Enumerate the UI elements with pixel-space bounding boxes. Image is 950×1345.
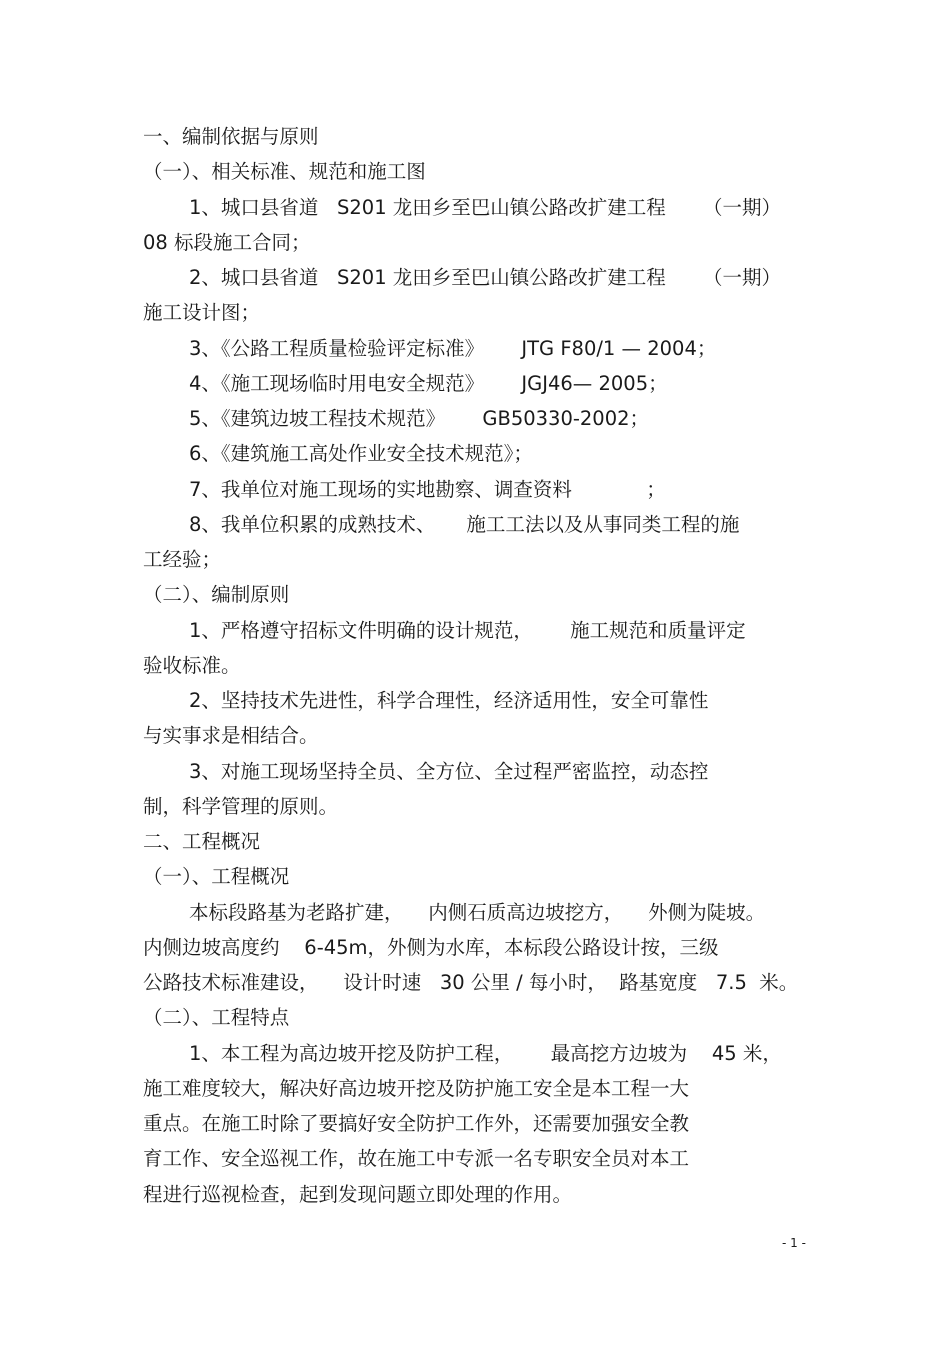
subsection-heading: （二）、工程特点 <box>143 1006 290 1029</box>
section-heading: 一、编制依据与原则 <box>143 125 319 148</box>
paragraph-line: 重点。在施工时除了要搞好安全防护工作外，还需要加强安全教 <box>143 1112 690 1135</box>
paragraph-line: 1、城口县省道 S201 龙田乡至巴山镇公路改扩建工程 （一期） <box>189 196 781 219</box>
subsection-heading: （一）、工程概况 <box>143 865 290 888</box>
paragraph-line: 1、本工程为高边坡开挖及防护工程， 最高挖方边坡为 45 米， <box>189 1042 782 1065</box>
paragraph-line: 2、坚持技术先进性，科学合理性，经济适用性，安全可靠性 <box>189 689 709 712</box>
subsection-heading: （一）、相关标准、规范和施工图 <box>143 160 426 183</box>
paragraph-line: 公路技术标准建设， 设计时速 30 公里 / 每小时， 路基宽度 7.5 米。 <box>143 971 799 994</box>
paragraph-line: 08 标段施工合同； <box>143 231 311 254</box>
paragraph-line: 6、《建筑施工高处作业安全技术规范》； <box>189 442 533 465</box>
paragraph-line: 育工作、安全巡视工作，故在施工中专派一名专职安全员对本工 <box>143 1147 690 1170</box>
paragraph-line: 程进行巡视检查，起到发现问题立即处理的作用。 <box>143 1183 573 1206</box>
paragraph-line: 施工设计图； <box>143 301 261 324</box>
paragraph-line: 与实事求是相结合。 <box>143 724 319 747</box>
subsection-heading: （二）、编制原则 <box>143 583 290 606</box>
paragraph-line: 4、《施工现场临时用电安全规范》 JGJ46— 2005； <box>189 372 668 395</box>
paragraph-line: 3、《公路工程质量检验评定标准》 JTG F80/1 — 2004； <box>189 337 717 360</box>
paragraph-line: 1、严格遵守招标文件明确的设计规范， 施工规范和质量评定 <box>189 619 746 642</box>
section-heading: 二、工程概况 <box>143 830 261 853</box>
paragraph-line: 验收标准。 <box>143 654 241 677</box>
paragraph-line: 3、对施工现场坚持全员、全方位、全过程严密监控，动态控 <box>189 760 709 783</box>
paragraph-line: 8、我单位积累的成熟技术、 施工工法以及从事同类工程的施 <box>189 513 740 536</box>
paragraph-line: 施工难度较大，解决好高边坡开挖及防护施工安全是本工程一大 <box>143 1077 690 1100</box>
page-number: - 1 - <box>782 1236 806 1250</box>
paragraph-line: 本标段路基为老路扩建， 内侧石质高边坡挖方， 外侧为陡坡。 <box>189 901 766 924</box>
paragraph-line: 5、《建筑边坡工程技术规范》 GB50330-2002； <box>189 407 650 430</box>
paragraph-line: 2、城口县省道 S201 龙田乡至巴山镇公路改扩建工程 （一期） <box>189 266 781 289</box>
paragraph-line: 制，科学管理的原则。 <box>143 795 339 818</box>
paragraph-line: 工经验； <box>143 548 222 571</box>
paragraph-line: 内侧边坡高度约 6-45m，外侧为水库，本标段公路设计按，三级 <box>143 936 719 959</box>
paragraph-line: 7、我单位对施工现场的实地勘察、调查资料 ； <box>189 478 666 501</box>
